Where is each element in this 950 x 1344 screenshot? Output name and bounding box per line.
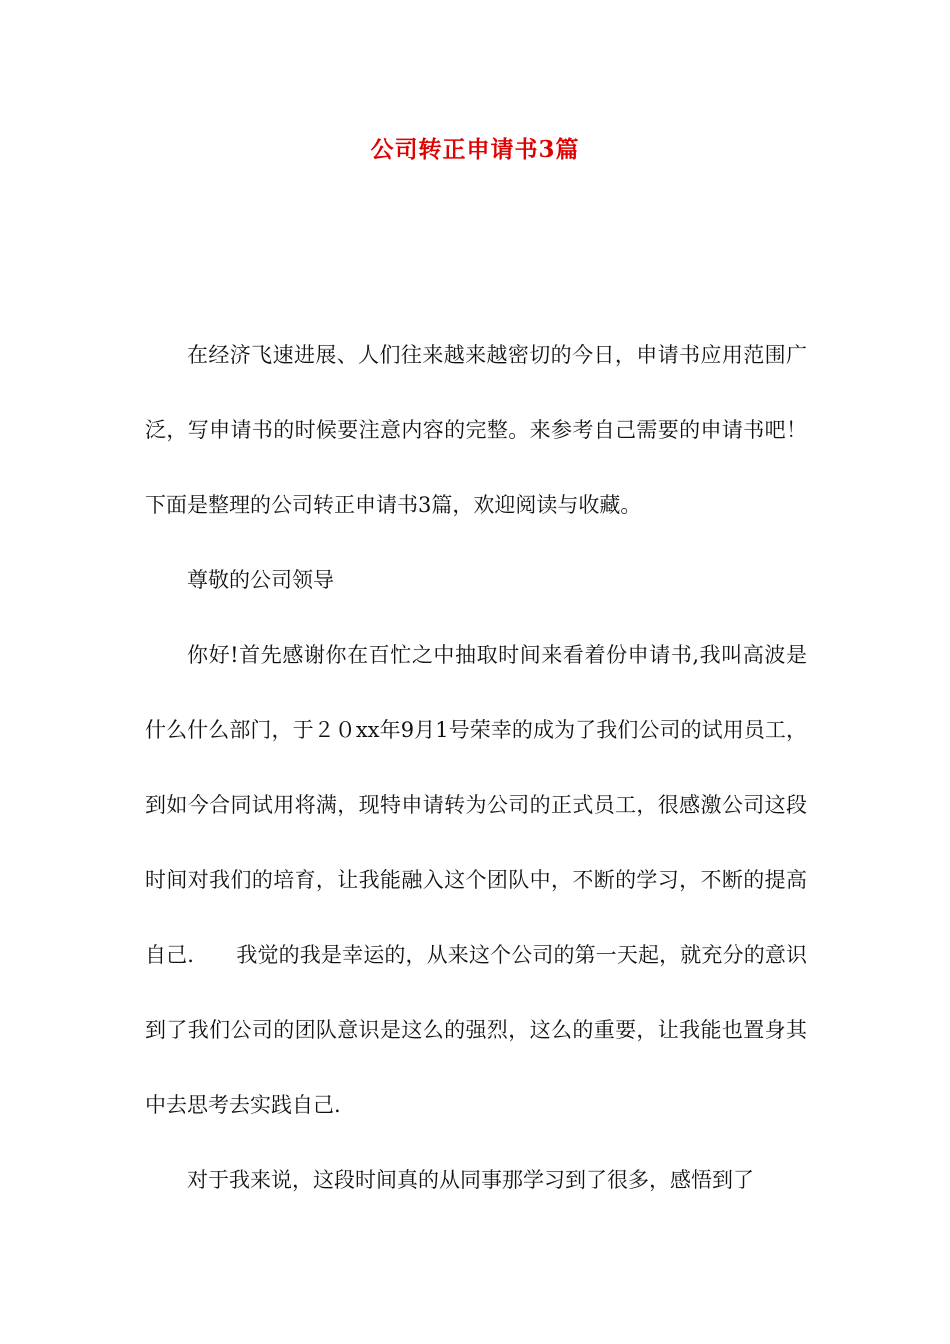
body-paragraph: 对于我来说，这段时间真的从同事那学习到了很多，感悟到了 bbox=[187, 1168, 754, 1192]
intro-paragraph: 在经济飞速进展、人们往来越来越密切的今日，申请书应用范围广泛，写申请书的时候要注意内容的完整。来参考自己需要的申请书吧！下面是整理的公司转正申请书3篇，欢迎阅读与收藏。 bbox=[145, 343, 807, 517]
document-title: 公司转正申请书3篇 bbox=[370, 136, 580, 163]
document-body bbox=[145, 318, 807, 1218]
body-paragraph: 你好!首先感谢你在百忙之中抽取时间来看着份申请书,我叫高波是什么什么部门，于２０xx年9月1号荣幸的成为了我们公司的试用员工，到如今合同试用将满，现特申请转为公司的正式员工，很感激公司这段时间对我们的培育，让我能融入这个团队中，不断的学习，不断的提高自己. 我觉的我是幸运的，从来这个公司的第一天起，就充分的意识到了我们公司的团队意识是这么的强烈，这么的重要，让我能也置身其中去思考去实践自己. bbox=[145, 643, 807, 1117]
salutation: 尊敬的公司领导 bbox=[187, 568, 334, 592]
